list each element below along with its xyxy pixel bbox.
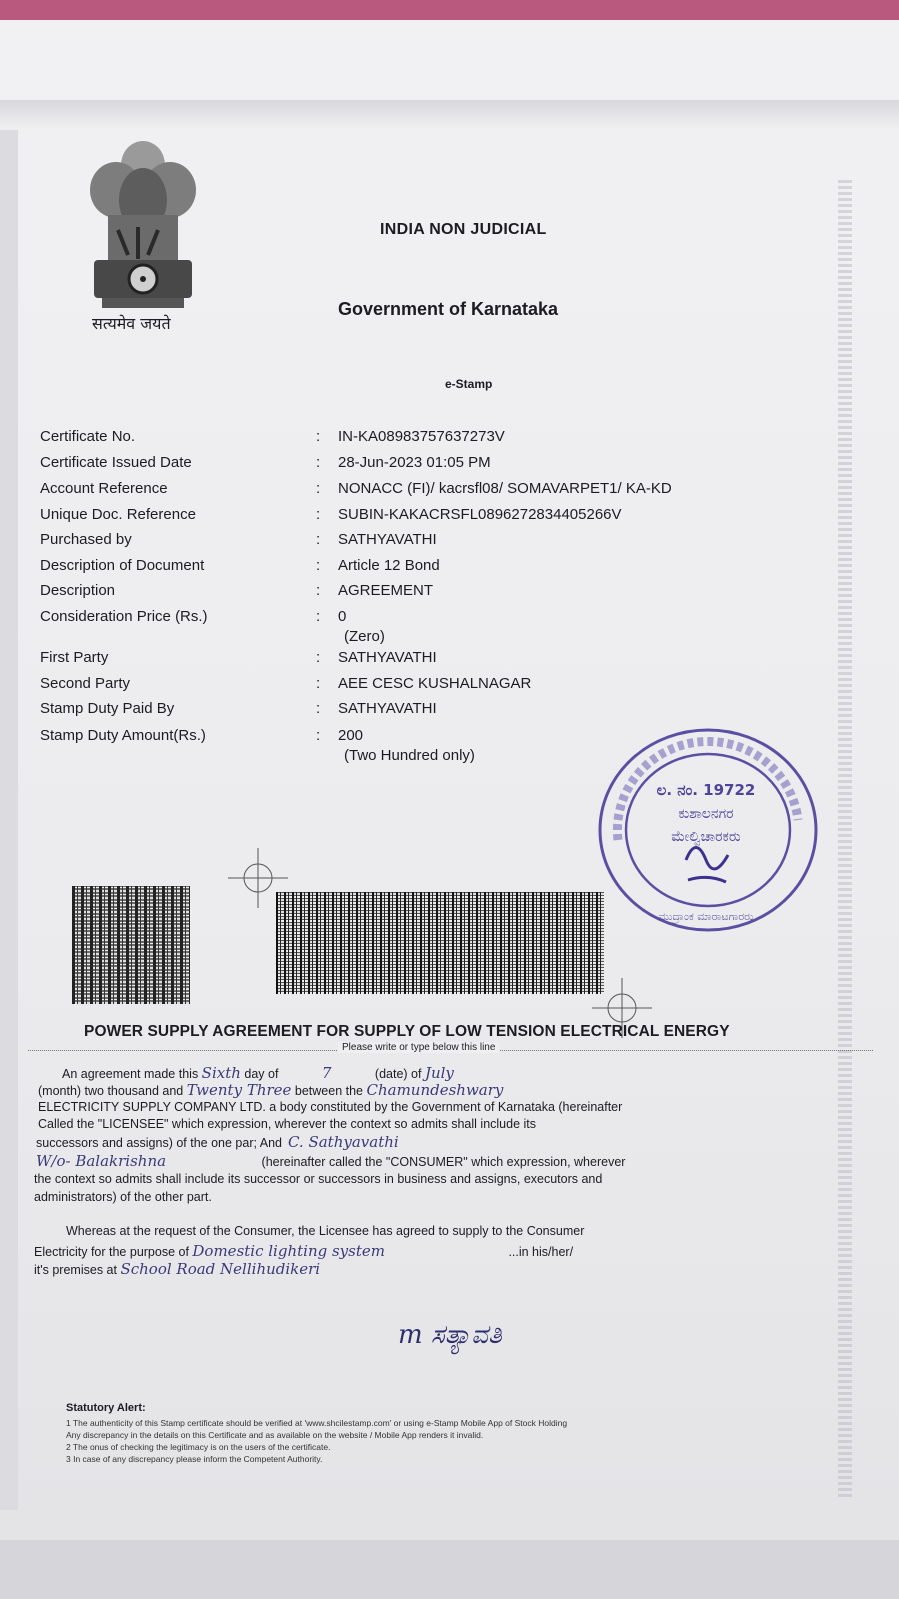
handwritten-month: July [424, 1064, 454, 1082]
field-row [0, 428, 760, 450]
field-label: Certificate Issued Date [40, 454, 192, 471]
field-colon: : [316, 675, 321, 692]
field-row [0, 700, 760, 722]
field-colon: : [316, 608, 321, 625]
agreement-text: between the [291, 1084, 367, 1098]
crosshair-icon [228, 848, 288, 908]
field-value: AEE CESC KUSHALNAGAR [338, 675, 532, 692]
field-label: Purchased by [40, 531, 132, 548]
emblem-motto: सत्यमेव जयते [92, 314, 171, 333]
agreement-line [34, 1260, 320, 1278]
field-row [0, 608, 760, 645]
field-value: AGREEMENT [338, 582, 434, 599]
handwritten-address: School Road Nellihudikeri [120, 1260, 321, 1278]
agreement-text: An agreement made this [62, 1067, 202, 1081]
field-label: Account Reference [40, 480, 168, 497]
agreement-text: Electricity for the purpose of [34, 1245, 193, 1259]
vendor-seal-stamp [588, 720, 828, 940]
field-row [0, 531, 760, 553]
paper-bottom-edge [0, 1540, 899, 1599]
seal-place: ಕುಶಾಲನಗರ [678, 806, 734, 822]
statutory-alert-item: 3 In case of any discrepancy please inform the Competent Authority. [66, 1454, 323, 1464]
agreement-line [36, 1133, 399, 1151]
agreement-line [38, 1081, 503, 1099]
microprint-border [838, 180, 852, 1500]
field-label: First Party [40, 649, 109, 666]
field-colon: : [316, 480, 321, 497]
field-colon: : [316, 700, 321, 717]
consumer-signature: m ಸತ್ಯಾವತಿ [398, 1320, 502, 1350]
field-colon: : [316, 428, 321, 445]
field-colon: : [316, 727, 321, 744]
field-row [0, 454, 760, 476]
national-emblem-icon [78, 135, 208, 335]
header-india-non-judicial: INDIA NON JUDICIAL [380, 221, 547, 238]
agreement-text: (date) of [371, 1067, 425, 1081]
handwritten-purpose: Domestic lighting system [192, 1242, 385, 1260]
field-row [0, 557, 760, 579]
handwritten-year: Twenty Three [186, 1081, 292, 1099]
field-label: Consideration Price (Rs.) [40, 608, 208, 625]
agreement-text: ...in his/her/ [504, 1245, 574, 1259]
write-below-hint: Please write or type below this line [338, 1042, 499, 1053]
field-label: Stamp Duty Paid By [40, 700, 175, 717]
field-value: SUBIN-KAKACRSFL0896272834405266V [338, 506, 622, 523]
statutory-alert-title: Statutory Alert: [66, 1402, 146, 1414]
agreement-text: it's premises at [34, 1263, 121, 1277]
2d-barcode [276, 892, 604, 994]
field-value: IN-KA08983757637273V [338, 428, 505, 445]
agreement-line: Whereas at the request of the Consumer, the Licensee has agreed to supply to the Consumer [66, 1224, 585, 1238]
field-label: Second Party [40, 675, 131, 692]
agreement-text: (hereinafter called the "CONSUMER" which expression, wherever [258, 1155, 626, 1169]
statutory-alert-item: Any discrepancy in the details on this Certificate and as available on the website / Mobile App renders it invalid. [66, 1430, 484, 1440]
header-government: Government of Karnataka [338, 299, 559, 319]
field-row [0, 480, 760, 502]
field-label: Stamp Duty Amount(Rs.) [40, 727, 206, 744]
field-value: NONACC (FI)/ kacrsfl08/ SOMAVARPET1/ KA-KD [338, 480, 672, 497]
agreement-line: ELECTRICITY SUPPLY COMPANY LTD. a body constituted by the Government of Karnataka (hereinafter [38, 1100, 623, 1114]
handwritten-company: Chamundeshwary [366, 1081, 504, 1099]
agreement-line [34, 1242, 573, 1260]
field-value: SATHYAVATHI [338, 531, 437, 548]
handwritten-relation: W/o- Balakrishna [36, 1152, 167, 1170]
field-value-words: (Two Hundred only) [344, 747, 475, 764]
statutory-alert-item: 1 The authenticity of this Stamp certificate should be verified at 'www.shcilestamp.com' or using e-Stamp Mobile App of Stock Holding [66, 1418, 568, 1428]
header-estamp: e-Stamp [445, 377, 493, 391]
field-colon: : [316, 582, 321, 599]
agreement-text: successors and assigns) of the one par; And [36, 1136, 282, 1150]
field-value: SATHYAVATHI [338, 700, 437, 717]
agreement-line: Called the "LICENSEE" which expression, wherever the context so admits shall include its [38, 1117, 536, 1131]
field-row [0, 506, 760, 528]
handwritten-name: C. Sathyavathi [287, 1133, 399, 1151]
field-label: Description [40, 582, 116, 599]
paper-left-edge [0, 130, 18, 1510]
field-value: 28-Jun-2023 01:05 PM [338, 454, 491, 471]
field-value: 0 [338, 608, 347, 625]
agreement-title: POWER SUPPLY AGREEMENT FOR SUPPLY OF LOW TENSION ELECTRICAL ENERGY [84, 1023, 730, 1040]
field-row [0, 649, 760, 671]
seal-role: ಮೇಲ್ವಿಚಾರಕರು [671, 829, 741, 845]
field-colon: : [316, 506, 321, 523]
handwritten-day: Sixth [201, 1064, 241, 1082]
field-colon: : [316, 649, 321, 666]
seal-number: ಲ. ನಂ. 19722 [656, 781, 756, 799]
field-label: Certificate No. [40, 428, 136, 445]
agreement-line [62, 1064, 454, 1082]
paper-fold-shadow [0, 100, 899, 130]
field-row [0, 582, 760, 604]
field-value: Article 12 Bond [338, 557, 440, 574]
field-colon: : [316, 454, 321, 471]
field-value-words: (Zero) [344, 628, 385, 645]
field-label: Unique Doc. Reference [40, 506, 196, 523]
agreement-line: administrators) of the other part. [34, 1190, 212, 1204]
field-colon: : [316, 557, 321, 574]
field-colon: : [316, 531, 321, 548]
agreement-line: the context so admits shall include its successor or successors in business and assigns, executors and [34, 1172, 603, 1186]
field-value: 200 [338, 727, 364, 744]
agreement-text: (month) two thousand and [38, 1084, 187, 1098]
statutory-alert-item: 2 The onus of checking the legitimacy is on the users of the certificate. [66, 1442, 331, 1452]
agreement-line [36, 1152, 625, 1170]
agreement-text: day of [240, 1067, 282, 1081]
field-label: Description of Document [40, 557, 205, 574]
qr-code [72, 886, 190, 1004]
field-value: SATHYAVATHI [338, 649, 437, 666]
field-row [0, 675, 760, 697]
handwritten-date: 7 [321, 1064, 332, 1082]
seal-ring-text: ಮುದ್ರಾಂಕ ಮಾರಾಟಗಾರರು [658, 910, 754, 923]
